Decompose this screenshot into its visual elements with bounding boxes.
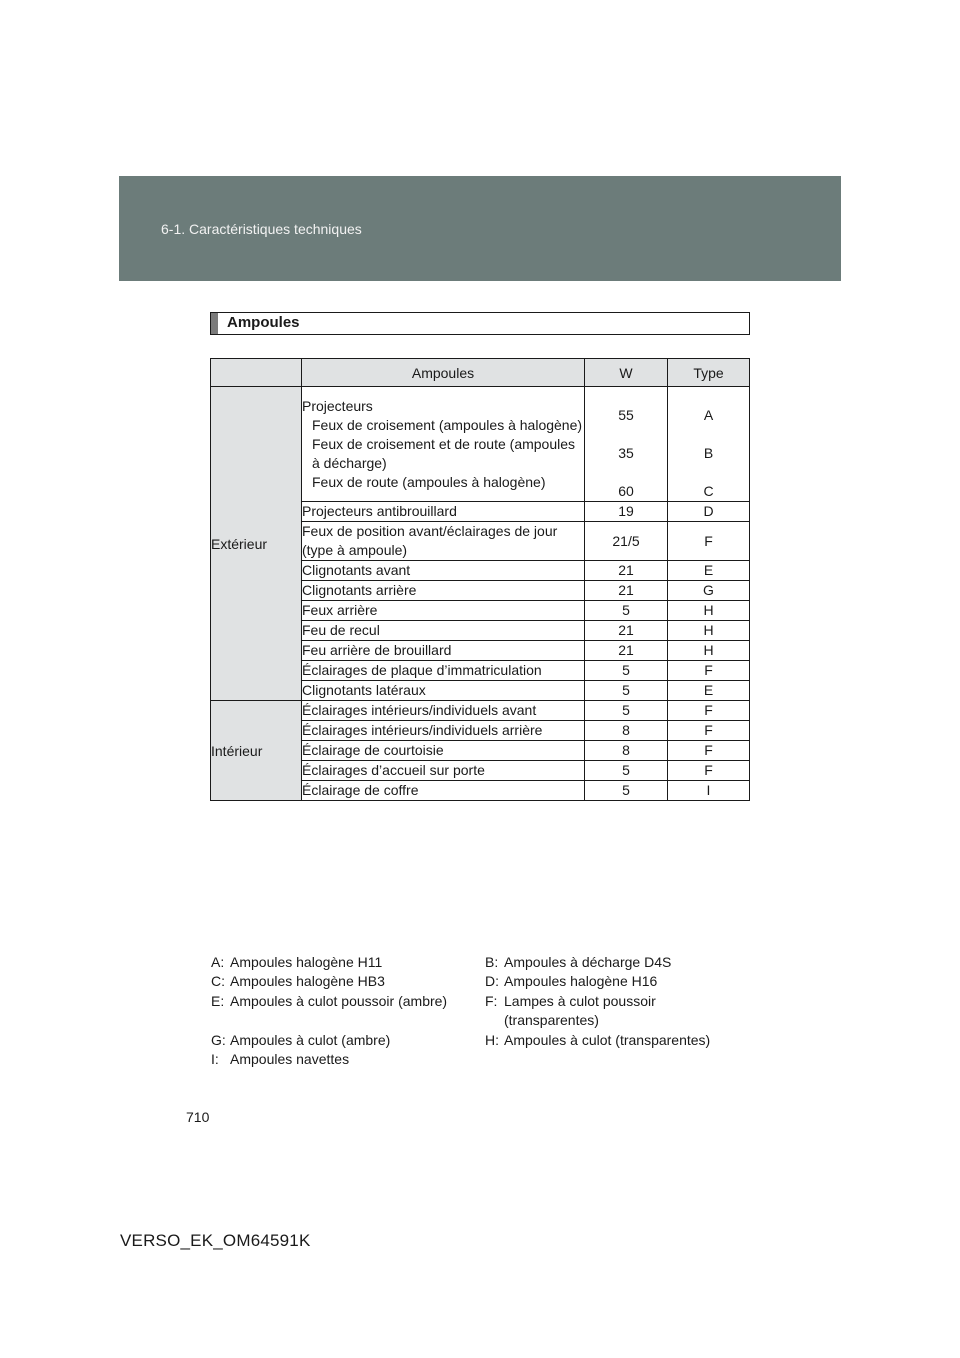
projecteurs-sub-item: Feux de croisement (ampoules à halogène) bbox=[312, 416, 583, 433]
cell-w: 21 bbox=[585, 621, 668, 641]
group-exterior: Extérieur bbox=[211, 387, 302, 701]
cell-w: 5 bbox=[585, 761, 668, 781]
legend-item bbox=[485, 953, 751, 972]
cell-name: Feu arrière de brouillard bbox=[302, 641, 585, 661]
cell-type: F bbox=[668, 701, 750, 721]
cell-type: H bbox=[668, 601, 750, 621]
page-number: 710 bbox=[186, 1109, 210, 1125]
projecteurs-sub-item: Feux de croisement et de route (ampoules à décharge) bbox=[312, 435, 576, 471]
cell-w: 5 bbox=[585, 701, 668, 721]
cell-type: D bbox=[668, 502, 750, 522]
legend-text: Lampes à culot poussoir (transparentes) bbox=[504, 992, 656, 1029]
projecteurs-sub-item: Feux de route (ampoules à halogène) bbox=[312, 473, 546, 490]
cell-name: Feu de recul bbox=[302, 621, 585, 641]
cell-name: Éclairages intérieurs/individuels arrière bbox=[302, 721, 585, 741]
legend bbox=[211, 953, 751, 1069]
cell-type-value bbox=[668, 425, 749, 444]
cell-type-value bbox=[668, 463, 749, 482]
table-header-row bbox=[211, 359, 750, 387]
cell-name: Éclairage de coffre bbox=[302, 781, 585, 801]
legend-item bbox=[485, 992, 751, 1031]
cell-type: F bbox=[668, 741, 750, 761]
cell-name: Clignotants avant bbox=[302, 561, 585, 581]
cell-w: 21/5 bbox=[585, 522, 668, 561]
legend-item bbox=[211, 1050, 485, 1069]
cell-type: F bbox=[668, 721, 750, 741]
cell-type: F bbox=[668, 661, 750, 681]
cell-name: Feux de position avant/éclairages de jour (type à ampoule) bbox=[302, 522, 585, 561]
cell-w-value bbox=[585, 387, 667, 406]
projecteurs-title: Projecteurs bbox=[302, 397, 373, 414]
legend-text: Ampoules à culot (transparentes) bbox=[504, 1031, 711, 1048]
cell-type: H bbox=[668, 621, 750, 641]
cell-w: 5 bbox=[585, 781, 668, 801]
legend-text: Ampoules halogène HB3 bbox=[230, 973, 385, 990]
cell-name: Éclairages d’accueil sur porte bbox=[302, 761, 585, 781]
cell-type: H bbox=[668, 641, 750, 661]
legend-item bbox=[211, 1031, 485, 1050]
cell-w-value: 55 bbox=[618, 407, 634, 423]
cell-w bbox=[585, 387, 668, 502]
legend-key: H: bbox=[485, 1031, 499, 1048]
cell-type: F bbox=[668, 761, 750, 781]
header-group bbox=[211, 359, 302, 387]
cell-name: Éclairages de plaque d’immatriculation bbox=[302, 661, 585, 681]
table-row bbox=[211, 387, 750, 502]
cell-w: 5 bbox=[585, 601, 668, 621]
cell-type-value: A bbox=[703, 407, 714, 423]
cell-w-value: 60 bbox=[618, 483, 634, 499]
section-title-marker bbox=[211, 313, 218, 334]
cell-name: Projecteurs antibrouillard bbox=[302, 502, 585, 522]
legend-key: G: bbox=[211, 1031, 226, 1048]
cell-name: Clignotants latéraux bbox=[302, 681, 585, 701]
legend-key: C: bbox=[211, 973, 225, 990]
cell-type bbox=[668, 387, 750, 502]
cell-name: Éclairages intérieurs/individuels avant bbox=[302, 701, 585, 721]
header-w: W bbox=[585, 359, 668, 387]
legend-key: B: bbox=[485, 954, 499, 970]
legend-text: Ampoules halogène H16 bbox=[504, 973, 658, 990]
legend-key: I: bbox=[211, 1051, 219, 1068]
cell-type: E bbox=[668, 681, 750, 701]
cell-type: E bbox=[668, 561, 750, 581]
legend-text: Ampoules à décharge D4S bbox=[504, 954, 672, 970]
cell-type-value bbox=[668, 387, 749, 406]
cell-w: 5 bbox=[585, 661, 668, 681]
group-interior: Intérieur bbox=[211, 701, 302, 801]
legend-item bbox=[211, 953, 485, 972]
header-type: Type bbox=[668, 359, 750, 387]
cell-type-value: C bbox=[703, 483, 714, 499]
cell-w: 21 bbox=[585, 641, 668, 661]
legend-item bbox=[211, 972, 485, 991]
cell-type-value: B bbox=[703, 445, 714, 461]
cell-w: 21 bbox=[585, 561, 668, 581]
cell-w: 8 bbox=[585, 741, 668, 761]
legend-text: Ampoules halogène H11 bbox=[230, 954, 383, 970]
cell-w-value: 35 bbox=[618, 445, 634, 461]
bulbs-table bbox=[210, 358, 750, 801]
legend-key: E: bbox=[211, 992, 225, 1009]
legend-item bbox=[485, 972, 751, 991]
cell-type: G bbox=[668, 581, 750, 601]
cell-w: 19 bbox=[585, 502, 668, 522]
legend-text: Ampoules navettes bbox=[230, 1051, 350, 1068]
legend-key: A: bbox=[211, 954, 225, 970]
legend-key: F: bbox=[485, 992, 498, 1009]
cell-type: F bbox=[668, 522, 750, 561]
header-band bbox=[119, 176, 841, 281]
table-row bbox=[211, 701, 750, 721]
cell-w: 5 bbox=[585, 681, 668, 701]
legend-grid bbox=[211, 953, 751, 1069]
cell-name: Éclairage de courtoisie bbox=[302, 741, 585, 761]
section-breadcrumb: 6-1. Caractéristiques techniques bbox=[161, 221, 362, 237]
legend-item bbox=[211, 992, 485, 1031]
header-ampoules: Ampoules bbox=[302, 359, 585, 387]
legend-text: Ampoules à culot (ambre) bbox=[230, 1031, 391, 1048]
cell-w: 21 bbox=[585, 581, 668, 601]
cell-w-value bbox=[585, 425, 667, 444]
cell-name: Feux arrière bbox=[302, 601, 585, 621]
cell-w-value bbox=[585, 463, 667, 482]
legend-text: Ampoules à culot poussoir (ambre) bbox=[230, 992, 448, 1009]
cell-name bbox=[302, 387, 585, 502]
section-title: Ampoules bbox=[227, 314, 300, 331]
cell-type: I bbox=[668, 781, 750, 801]
legend-item bbox=[485, 1031, 751, 1050]
section-title-box bbox=[210, 312, 750, 335]
cell-w: 8 bbox=[585, 721, 668, 741]
document-code: VERSO_EK_OM64591K bbox=[120, 1231, 311, 1250]
legend-key: D: bbox=[485, 973, 499, 990]
cell-name: Clignotants arrière bbox=[302, 581, 585, 601]
